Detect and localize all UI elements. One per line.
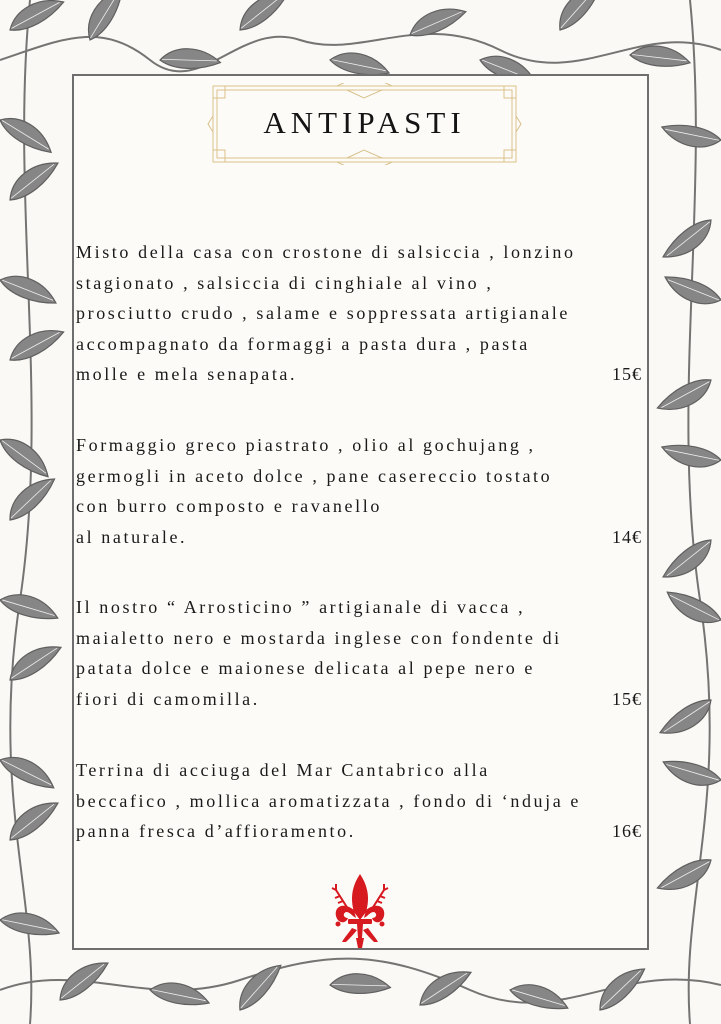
item-description-line: fiori di camomilla. bbox=[76, 688, 260, 709]
item-description-line: Formaggio greco piastrato , olio al gochujang , bbox=[76, 435, 536, 455]
item-price: 14€ bbox=[612, 526, 642, 547]
item-description-line: stagionato , salsiccia di cinghiale al vino , bbox=[76, 272, 494, 293]
item-description-line: accompagnato da formaggi a pasta dura , pasta bbox=[76, 333, 530, 354]
item-description-line: molle e mela senapata. bbox=[76, 364, 298, 384]
menu-item bbox=[76, 592, 642, 714]
page-title: ANTIPASTI bbox=[263, 105, 466, 140]
item-last-line bbox=[76, 684, 642, 715]
item-description-line: Il nostro “ Arrosticino ” artigianale di vacca , bbox=[76, 597, 526, 617]
fleur-de-lis-icon bbox=[330, 872, 390, 952]
item-description-line: Terrina di acciuga del Mar Cantabrico alla bbox=[76, 760, 490, 780]
menu-card bbox=[72, 74, 649, 950]
item-description-line: al naturale. bbox=[76, 526, 188, 547]
item-last-line bbox=[76, 359, 642, 390]
item-description-line: maialetto nero e mostarda inglese con fondente di bbox=[76, 627, 562, 648]
item-description-line: germogli in aceto dolce , pane casereccio tostato bbox=[76, 465, 553, 486]
item-description-line: con burro composto e ravanello bbox=[76, 496, 382, 516]
menu-item bbox=[76, 430, 642, 552]
item-description-line: prosciutto crudo , salame e soppressata artigianale bbox=[76, 303, 570, 323]
item-price: 16€ bbox=[612, 821, 642, 841]
menu-item bbox=[76, 755, 642, 847]
item-last-line bbox=[76, 816, 642, 847]
item-description-line: patata dolce e maionese delicata al pepe nero e bbox=[76, 658, 536, 678]
item-description-line: panna fresca d’affioramento. bbox=[76, 821, 356, 841]
item-last-line bbox=[76, 522, 642, 553]
item-description-line: Misto della casa con crostone di salsiccia , lonzino bbox=[76, 242, 576, 262]
title-frame bbox=[207, 83, 522, 165]
item-price: 15€ bbox=[612, 364, 642, 384]
item-description-line: beccafico , mollica aromatizzata , fondo di ‘nduja e bbox=[76, 790, 582, 811]
menu-item bbox=[76, 237, 642, 390]
item-price: 15€ bbox=[612, 688, 642, 709]
